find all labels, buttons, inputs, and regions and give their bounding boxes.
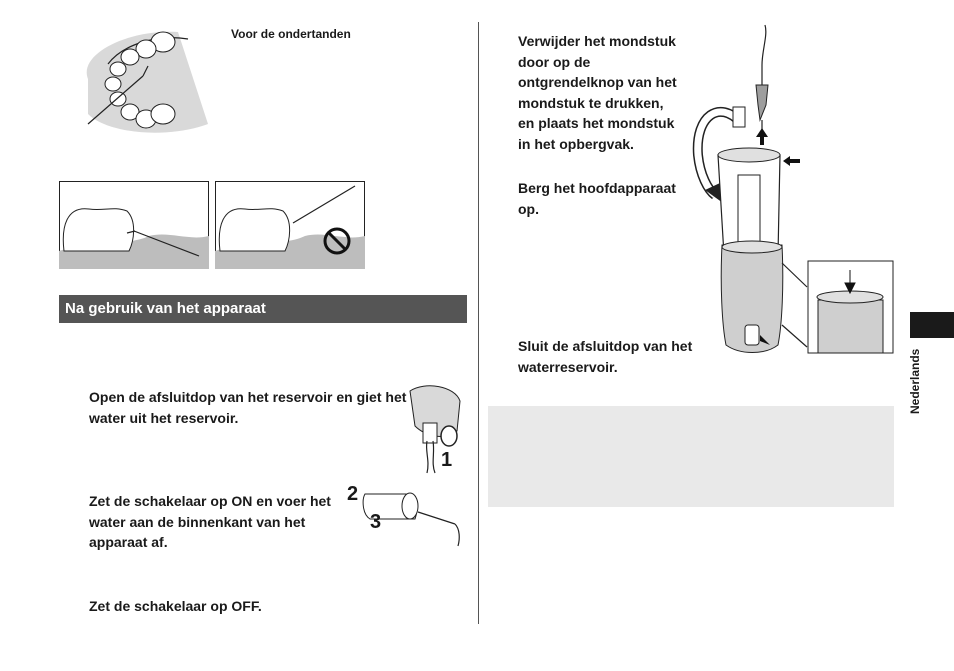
wrong-angle-illustration [215,181,365,269]
step-2-figure-label-b: 3 [370,511,382,533]
step-1-text: Open de afsluitdop van het reservoir en giet het water uit het reservoir. [89,389,407,426]
step-3-text: Zet de schakelaar op OFF. [89,598,262,614]
store-unit-text: Berg het hoofdapparaat op. [518,180,676,217]
step-2-figure-label-a: 2 [347,483,359,505]
language-tab-marker [910,312,954,338]
step-1-figure-label: 1 [441,449,453,471]
device-storage-illustration [690,25,900,360]
step-1-illustration [405,381,463,476]
column-divider [478,22,479,624]
lower-teeth-illustration [68,24,218,139]
note-box [488,406,894,507]
lower-teeth-caption: Voor de ondertanden [231,27,351,41]
section-header [59,295,467,323]
close-cap-text: Sluit de afsluitdop van het waterreservoir. [518,338,693,375]
language-tab-label: Nederlands [908,348,922,414]
remove-nozzle-text: Verwijder het mondstuk door op de ontgrendelknop van het mondstuk te drukken, en plaats het mondstuk in het opbergvak. [518,33,677,152]
correct-angle-illustration [59,181,209,269]
step-2-text: Zet de schakelaar op ON en voer het water aan de binnenkant van het apparaat af. [89,493,331,550]
section-header-label: Na gebruik van het apparaat [65,300,266,317]
